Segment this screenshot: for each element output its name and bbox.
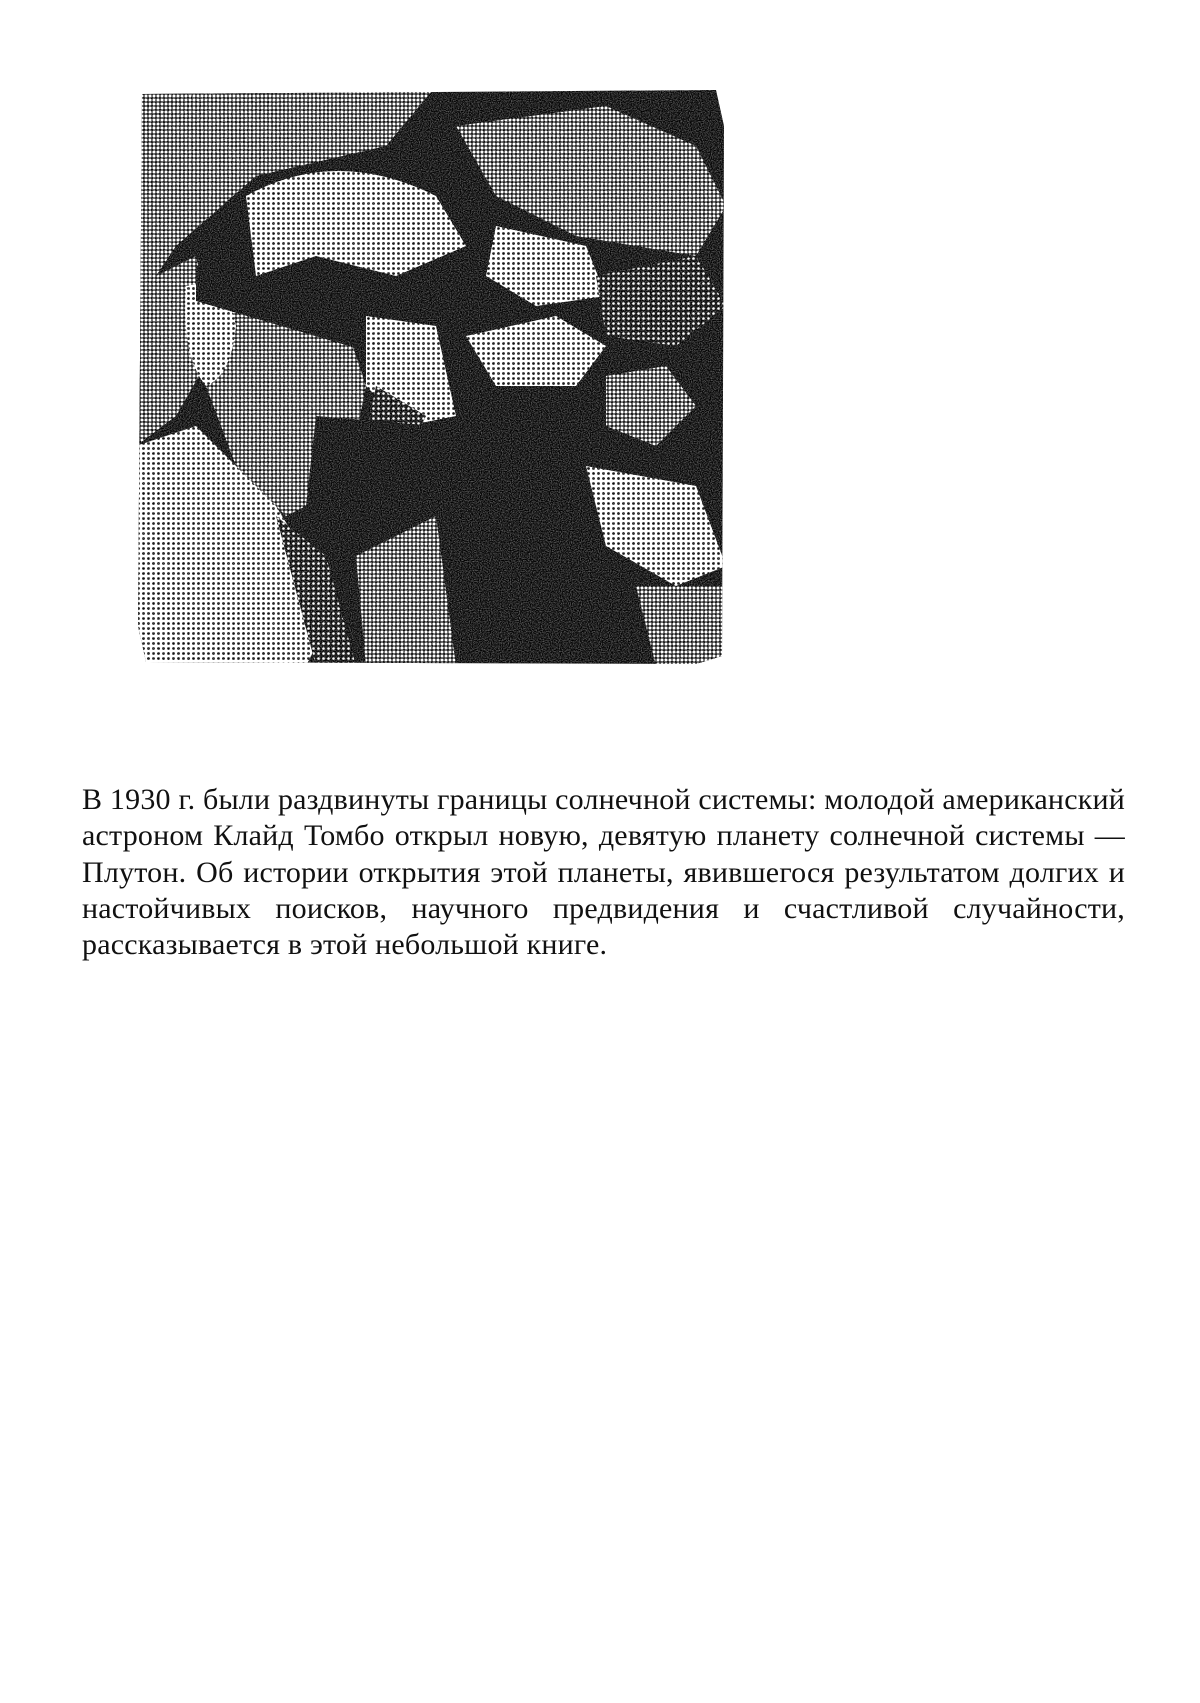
portrait-photo-icon (136, 86, 726, 666)
book-annotation-text: В 1930 г. были раздвинуты границы солнечной системы: молодой американский астроном Клайд Томбо открыл новую, девятую планету солнечной системы — Плутон. Об истории открытия этой планеты, явившегося результатом долгих и настойчивых поисков, научного предвидения и счастливой случайности, рассказывается в этой небольшой книге. (82, 783, 1125, 962)
portrait-photo (136, 86, 726, 666)
